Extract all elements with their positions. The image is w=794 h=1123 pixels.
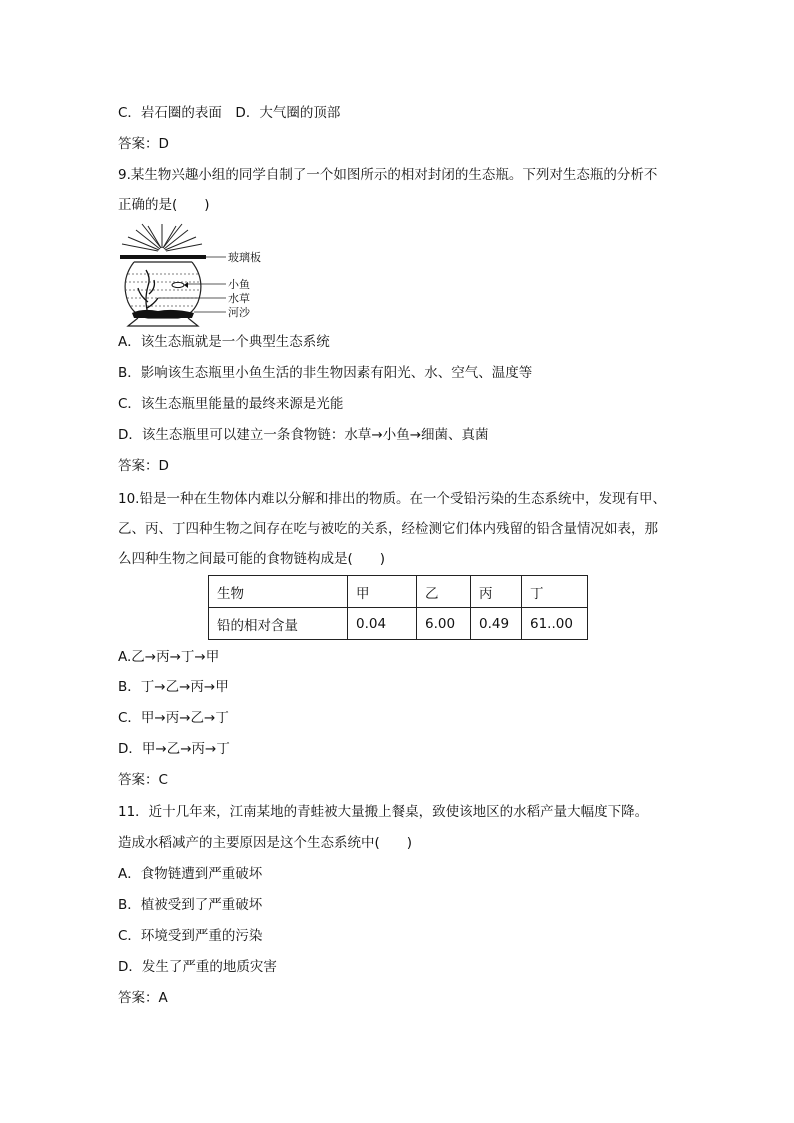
question-10-stem-line1: 10.铅是一种在生物体内难以分解和排出的物质。在一个受铅污染的生态系统中，发现有甲、	[118, 491, 666, 507]
question-9-stem-line2: 正确的是( )	[118, 197, 210, 213]
question-11-stem-line2: 造成水稻减产的主要原因是这个生态系统中( )	[118, 835, 413, 851]
answer-10: 答案：C	[118, 772, 168, 788]
question-10-stem-line2: 乙、丙、丁四种生物之间存在吃与被吃的关系，经检测它们体内残留的铅含量情况如表，那	[118, 521, 658, 537]
question-10-option-a: A.乙→丙→丁→甲	[118, 649, 220, 665]
label-fish: 小鱼	[228, 278, 250, 291]
table-header-cell: 丙	[471, 576, 522, 608]
table-cell: 6.00	[417, 608, 471, 640]
table-row	[209, 608, 588, 640]
bottle-stand	[128, 318, 198, 326]
answer-9: 答案：D	[118, 458, 169, 474]
label-glass: 玻璃板	[228, 251, 261, 264]
question-11-option-a: A．食物链遭到严重破坏	[118, 866, 263, 882]
table-header-cell: 生物	[209, 576, 348, 608]
river-sand	[132, 310, 194, 318]
table-cell: 0.04	[348, 608, 417, 640]
lead-content-table	[208, 575, 588, 640]
answer-8: 答案：D	[118, 136, 169, 152]
question-9-option-a: A．该生态瓶就是一个典型生态系统	[118, 334, 330, 350]
question-10-option-b: B．丁→乙→丙→甲	[118, 679, 229, 695]
glass-plate	[120, 255, 206, 259]
question-9-stem-line1: 9.某生物兴趣小组的同学自制了一个如图所示的相对封闭的生态瓶。下列对生态瓶的分析不	[118, 167, 658, 183]
question-10-option-c: C．甲→丙→乙→丁	[118, 710, 229, 726]
water-lines	[125, 274, 201, 306]
label-leader-lines	[158, 257, 226, 312]
table-cell: 61..00	[522, 608, 588, 640]
table-cell: 铅的相对含量	[209, 608, 348, 640]
sunlight-rays-icon	[122, 224, 202, 251]
fish-icon	[172, 282, 188, 288]
answer-11: 答案：A	[118, 990, 168, 1006]
table-cell: 0.49	[471, 608, 522, 640]
label-sand: 河沙	[228, 306, 250, 319]
table-header-cell: 丁	[522, 576, 588, 608]
question-9-option-b: B．影响该生态瓶里小鱼生活的非生物因素有阳光、水、空气、温度等	[118, 365, 533, 381]
label-weed: 水草	[228, 292, 250, 305]
table-row	[209, 576, 588, 608]
question-10-option-d: D．甲→乙→丙→丁	[118, 741, 230, 757]
question-11-option-b: B．植被受到了严重破坏	[118, 897, 263, 913]
table-header-cell: 乙	[417, 576, 471, 608]
question-10-stem-line3: 么四种生物之间最可能的食物链构成是( )	[118, 551, 386, 567]
question-11-option-d: D．发生了严重的地质灾害	[118, 959, 277, 975]
question-11-stem-line1: 11．近十几年来，江南某地的青蛙被大量搬上餐桌，致使该地区的水稻产量大幅度下降。	[118, 804, 649, 820]
waterweed-icon	[138, 270, 158, 314]
question-9-option-c: C．该生态瓶里能量的最终来源是光能	[118, 396, 344, 412]
question-11-option-c: C．环境受到严重的污染	[118, 928, 263, 944]
table-header-cell: 甲	[348, 576, 417, 608]
ecosystem-bottle-figure	[118, 222, 263, 330]
option-c-d-line: C．岩石圈的表面 D．大气圈的顶部	[118, 105, 341, 121]
question-9-option-d: D．该生态瓶里可以建立一条食物链：水草→小鱼→细菌、真菌	[118, 427, 489, 443]
